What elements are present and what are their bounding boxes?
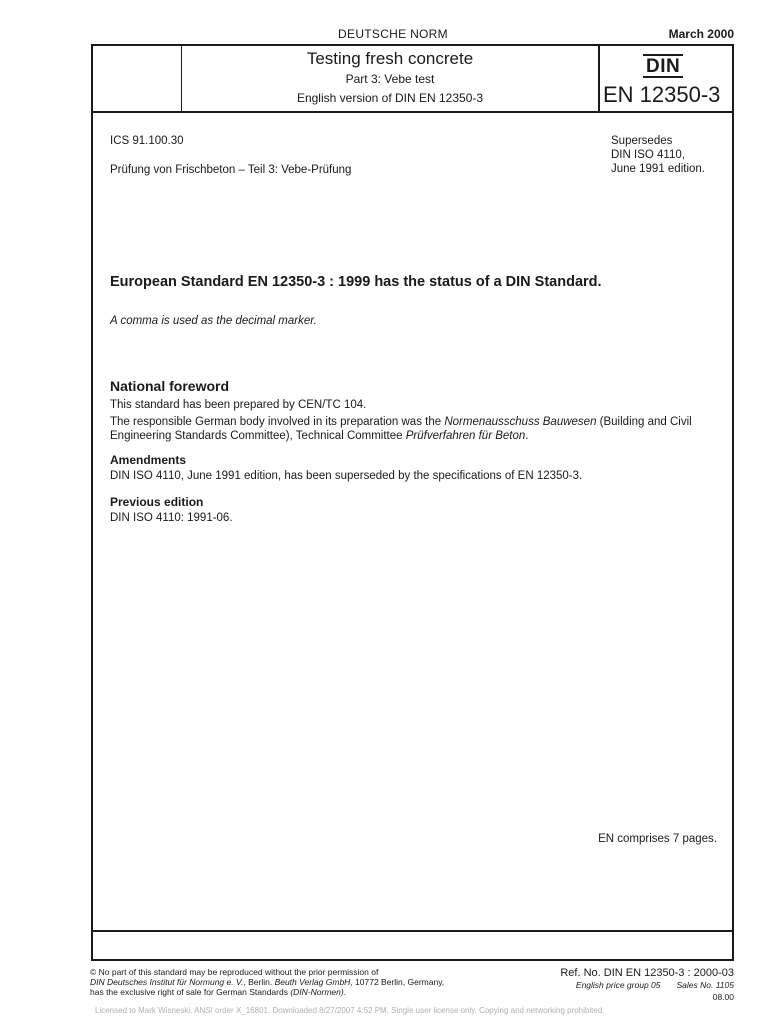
committee-name: Normenausschuss Bauwesen (444, 416, 597, 428)
document-title: Testing fresh concrete (306, 49, 474, 68)
publisher-name: Beuth Verlag GmbH (274, 977, 351, 987)
amendments-text: DIN ISO 4110, June 1991 edition, has been superseded by the specifications of EN 12350-3. (110, 470, 583, 482)
supersedes-line: DIN ISO 4110, (611, 149, 685, 161)
supersedes-line: Supersedes (611, 135, 673, 147)
license-watermark: Licensed to Mark Wisneski. ANSI order X_16801. Downloaded 8/27/2007 4:52 PM. Single user license only. Copying and networking prohibited. (95, 1006, 605, 1015)
din-institute-name: DIN Deutsches Institut für Normung e. V. (90, 977, 244, 987)
national-foreword-heading: National foreword (110, 378, 230, 394)
issue-date: March 2000 (668, 27, 734, 41)
copyright-text: , 10772 Berlin, Germany, (350, 977, 445, 987)
header-right-divider (598, 44, 600, 112)
english-version-note: English version of DIN EN 12350-3 (296, 91, 484, 105)
page-count-note: EN comprises 7 pages. (598, 833, 717, 845)
german-title: Prüfung von Frischbeton – Teil 3: Vebe-Prüfung (110, 164, 352, 176)
national-foreword-line: This standard has been prepared by CEN/TC 104. (110, 399, 367, 411)
reference-number: Ref. No. DIN EN 12350-3 : 2000-03 (560, 967, 734, 979)
previous-edition-text: DIN ISO 4110: 1991-06. (110, 512, 233, 524)
header-divider (91, 111, 734, 113)
deutsche-norm-label: DEUTSCHE NORM (338, 27, 448, 41)
previous-edition-heading: Previous edition (110, 495, 204, 509)
price-group: English price group 05 (575, 980, 661, 990)
supersedes-note (611, 134, 705, 176)
copyright-icon: © (90, 967, 97, 977)
foreword-text: (Building and Civil Engineering Standards Committee), Technical Committee (110, 416, 692, 442)
foreword-text: . (525, 430, 529, 442)
din-logo: DIN (646, 56, 681, 77)
copyright-notice (90, 967, 490, 997)
copyright-text: . (343, 987, 347, 997)
din-normen-label: (DIN-Normen) (290, 987, 344, 997)
decimal-marker-note: A comma is used as the decimal marker. (110, 315, 317, 327)
ics-code: ICS 91.100.30 (110, 135, 184, 147)
standard-number: EN 12350-3 (603, 82, 721, 107)
foreword-text: The responsible German body involved in its preparation was the (110, 416, 445, 428)
supersedes-line: June 1991 edition. (611, 163, 705, 175)
copyright-text: has the exclusive right of sale for German Standards (90, 987, 291, 997)
document-part: Part 3: Vebe test (345, 72, 435, 86)
copyright-text: No part of this standard may be reproduced without the prior permission of (96, 967, 379, 977)
sales-number: Sales No. 1105 (676, 980, 734, 990)
amendments-heading: Amendments (110, 453, 187, 467)
copyright-text: , Berlin. (243, 977, 275, 987)
footer-divider (91, 930, 734, 932)
version-code: 08.00 (712, 992, 734, 1002)
technical-committee-name: Prüfverfahren für Beton (405, 430, 526, 442)
status-statement: European Standard EN 12350-3 : 1999 has the status of a DIN Standard. (110, 274, 602, 290)
national-foreword-paragraph (110, 415, 722, 443)
price-info (576, 980, 734, 990)
